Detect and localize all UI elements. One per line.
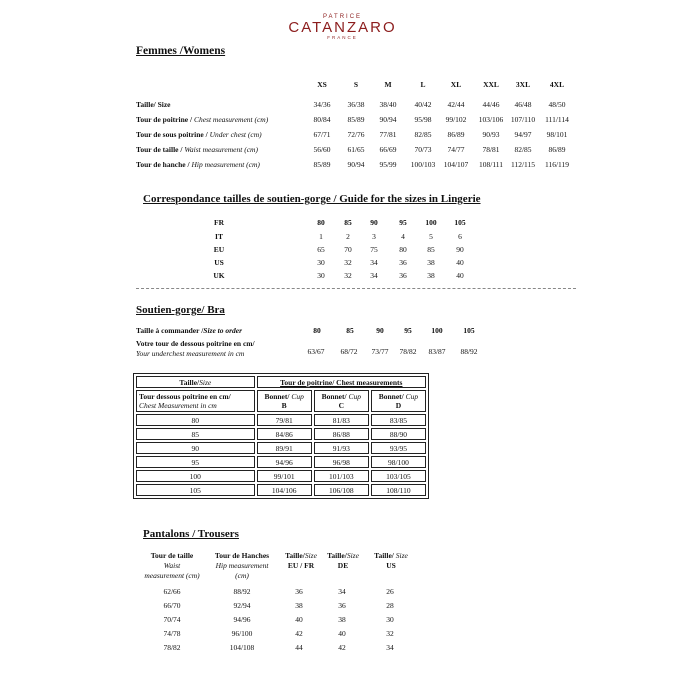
women-row-label: Tour de poitrine / Chest measurement (cm) (136, 115, 269, 124)
cup-b-header: Bonnet/ Cup B (257, 390, 312, 412)
bra-under-value: 83/87 (428, 347, 446, 356)
lingerie-cell: 34 (370, 258, 378, 267)
women-title: Femmes /Womens (136, 45, 226, 57)
cup-row (136, 456, 426, 468)
lingerie-cell: 105 (454, 218, 466, 227)
lingerie-cell: 30 (317, 258, 325, 267)
trousers-cell: 78/82 (163, 643, 181, 652)
trousers-cell: 36 (338, 601, 346, 610)
women-cell: 86/89 (548, 145, 566, 154)
women-cell: 67/71 (313, 130, 331, 139)
lingerie-cell: 80 (399, 245, 407, 254)
cup-size-cell: 105 (136, 484, 255, 496)
women-row-label: Tour de taille / Waist measurement (cm) (136, 145, 258, 154)
women-cell: 107/110 (510, 115, 536, 124)
lingerie-cell: 36 (399, 258, 407, 267)
lingerie-cell: 100 (425, 218, 437, 227)
lingerie-cell: 3 (372, 232, 376, 241)
trousers-cell: 28 (386, 601, 394, 610)
cup-value-cell: 104/106 (257, 484, 312, 496)
trousers-cell: 40 (295, 615, 303, 624)
lingerie-cell: 75 (370, 245, 378, 254)
cup-table (133, 373, 429, 499)
cup-value-cell: 103/105 (371, 470, 426, 482)
lingerie-cell: 2 (346, 232, 350, 241)
cup-under-header: Tour dessous poitrine en cm/ Chest Measurement in cm (136, 390, 255, 412)
bra-order-value: 90 (376, 326, 384, 335)
size-header: 3XL (515, 80, 531, 89)
trousers-waist-header: Tour de taille Waist measurement (cm) (144, 551, 200, 580)
women-cell: 40/42 (414, 100, 432, 109)
women-cell: 90/94 (379, 115, 397, 124)
brand-bottom: FRANCE (327, 35, 358, 40)
women-cell: 66/69 (379, 145, 397, 154)
women-cell: 36/38 (347, 100, 365, 109)
cup-size-cell: 100 (136, 470, 255, 482)
trousers-us-header: Taille/ Size US (374, 551, 408, 570)
trousers-cell: 26 (386, 587, 394, 596)
trousers-cell: 70/74 (163, 615, 181, 624)
cup-size-cell: 85 (136, 428, 255, 440)
women-cell: 111/114 (545, 115, 569, 124)
women-cell: 72/76 (347, 130, 365, 139)
size-header: M (384, 80, 392, 89)
bra-under-value: 88/92 (460, 347, 478, 356)
size-header: XL (450, 80, 462, 89)
trousers-cell: 44 (295, 643, 303, 652)
size-header: S (353, 80, 359, 89)
women-row-label: Taille/ Size (136, 100, 171, 109)
lingerie-cell: 5 (429, 232, 433, 241)
lingerie-cell: 32 (344, 271, 352, 280)
cup-value-cell: 89/91 (257, 442, 312, 454)
divider (136, 288, 576, 289)
cup-value-cell: 108/110 (371, 484, 426, 496)
trousers-cell: 34 (338, 587, 346, 596)
trousers-cell: 30 (386, 615, 394, 624)
trousers-cell: 32 (386, 629, 394, 638)
cup-chest-header: Tour de poitrine/ Chest measurements (257, 376, 426, 388)
women-cell: 90/93 (482, 130, 500, 139)
women-cell: 34/36 (313, 100, 331, 109)
women-cell: 82/85 (414, 130, 432, 139)
lingerie-cell: 65 (317, 245, 325, 254)
women-cell: 48/50 (548, 100, 566, 109)
women-cell: 42/44 (447, 100, 465, 109)
women-cell: 99/102 (445, 115, 467, 124)
cup-value-cell: 94/96 (257, 456, 312, 468)
size-header: XS (317, 80, 327, 89)
women-cell: 80/84 (313, 115, 331, 124)
women-cell: 44/46 (482, 100, 500, 109)
women-row-label: Tour de sous poitrine / Under chest (cm) (136, 130, 262, 139)
lingerie-cell: 70 (344, 245, 352, 254)
bra-under-value: 78/82 (399, 347, 417, 356)
brand-name: CATANZARO (288, 19, 397, 36)
women-cell: 85/89 (313, 160, 331, 169)
women-cell: 77/81 (379, 130, 397, 139)
lingerie-cell: 95 (399, 218, 407, 227)
cup-value-cell: 96/98 (314, 456, 369, 468)
cup-row (136, 470, 426, 482)
lingerie-cell: 90 (370, 218, 378, 227)
women-cell: 95/98 (414, 115, 432, 124)
women-cell: 74/77 (447, 145, 465, 154)
cup-value-cell: 99/101 (257, 470, 312, 482)
women-cell: 38/40 (379, 100, 397, 109)
bra-title: Soutien-gorge/ Bra (136, 304, 225, 316)
trousers-cell: 92/94 (233, 601, 251, 610)
cup-row (136, 484, 426, 496)
trousers-de-header: Taille/Size DE (327, 551, 359, 570)
cup-size-cell: 95 (136, 456, 255, 468)
cup-value-cell: 84/86 (257, 428, 312, 440)
lingerie-cell: 34 (370, 271, 378, 280)
lingerie-cell: 90 (456, 245, 464, 254)
trousers-cell: 38 (295, 601, 303, 610)
lingerie-cell: 40 (456, 258, 464, 267)
trousers-cell: 34 (386, 643, 394, 652)
bra-order-label: Taille à commander /Size to order (136, 326, 243, 335)
cup-value-cell: 101/103 (314, 470, 369, 482)
women-cell: 90/94 (347, 160, 365, 169)
women-row-label: Tour de hanche / Hip measurement (cm) (136, 160, 260, 169)
trousers-cell: 62/66 (163, 587, 181, 596)
women-cell: 61/65 (347, 145, 365, 154)
trousers-cell: 74/78 (163, 629, 181, 638)
lingerie-cell: 80 (317, 218, 325, 227)
women-cell: 112/115 (510, 160, 536, 169)
trousers-cell: 36 (295, 587, 303, 596)
lingerie-row-label: FR (214, 218, 224, 227)
size-header: 4XL (549, 80, 565, 89)
bra-under-value: 68/72 (340, 347, 358, 356)
cup-size-cell: 90 (136, 442, 255, 454)
lingerie-cell: 40 (456, 271, 464, 280)
trousers-cell: 104/108 (229, 643, 255, 652)
cup-value-cell: 88/90 (371, 428, 426, 440)
bra-under-label-en: Your underchest measurement in cm (136, 349, 245, 358)
cup-value-cell: 83/85 (371, 414, 426, 426)
women-cell: 95/99 (379, 160, 397, 169)
cup-value-cell: 91/93 (314, 442, 369, 454)
women-cell: 94/97 (514, 130, 532, 139)
cup-value-cell: 106/108 (314, 484, 369, 496)
lingerie-cell: 36 (399, 271, 407, 280)
trousers-cell: 42 (295, 629, 303, 638)
trousers-eu-header: Taille/Size EU / FR (285, 551, 317, 570)
cup-c-header: Bonnet/ Cup C (314, 390, 369, 412)
women-cell: 82/85 (514, 145, 532, 154)
women-cell: 116/119 (544, 160, 570, 169)
size-header: L (420, 80, 426, 89)
lingerie-cell: 6 (458, 232, 462, 241)
trousers-cell: 66/70 (163, 601, 181, 610)
size-header: XXL (483, 80, 499, 89)
cup-value-cell: 79/81 (257, 414, 312, 426)
trousers-title: Pantalons / Trousers (143, 528, 239, 540)
cup-row (136, 442, 426, 454)
brand-logo (0, 14, 685, 40)
cup-size-cell: 80 (136, 414, 255, 426)
trousers-cell: 96/100 (231, 629, 253, 638)
cup-value-cell: 81/83 (314, 414, 369, 426)
cup-value-cell: 86/88 (314, 428, 369, 440)
lingerie-cell: 38 (427, 258, 435, 267)
women-cell: 56/60 (313, 145, 331, 154)
lingerie-row-label: UK (213, 271, 225, 280)
bra-under-value: 63/67 (307, 347, 325, 356)
cup-row (136, 414, 426, 426)
lingerie-cell: 30 (317, 271, 325, 280)
lingerie-cell: 85 (344, 218, 352, 227)
women-cell: 98/101 (546, 130, 568, 139)
brand-top: PATRICE (322, 14, 363, 20)
trousers-cell: 38 (338, 615, 346, 624)
lingerie-row-label: EU (213, 245, 225, 254)
lingerie-cell: 32 (344, 258, 352, 267)
women-cell: 46/48 (514, 100, 532, 109)
bra-order-value: 95 (404, 326, 412, 335)
lingerie-cell: 85 (427, 245, 435, 254)
bra-under-label: Votre tour de dessous poitrine en cm/ (136, 339, 255, 348)
bra-order-value: 105 (463, 326, 475, 335)
women-cell: 103/106 (478, 115, 504, 124)
cup-row (136, 428, 426, 440)
lingerie-row-label: US (214, 258, 224, 267)
trousers-cell: 94/96 (233, 615, 251, 624)
women-cell: 100/103 (410, 160, 436, 169)
bra-order-value: 100 (431, 326, 443, 335)
cup-size-header: Taille/Size (136, 376, 255, 388)
trousers-cell: 40 (338, 629, 346, 638)
bra-order-value: 85 (346, 326, 354, 335)
lingerie-row-label: IT (215, 232, 223, 241)
trousers-hip-header: Tour de Hanches Hip measurement (cm) (214, 551, 270, 580)
women-cell: 78/81 (482, 145, 500, 154)
bra-under-value: 73/77 (371, 347, 389, 356)
cup-value-cell: 93/95 (371, 442, 426, 454)
women-cell: 86/89 (447, 130, 465, 139)
trousers-cell: 42 (338, 643, 346, 652)
cup-value-cell: 98/100 (371, 456, 426, 468)
bra-order-value: 80 (313, 326, 321, 335)
women-cell: 108/111 (478, 160, 504, 169)
women-cell: 85/89 (347, 115, 365, 124)
trousers-cell: 88/92 (233, 587, 251, 596)
lingerie-cell: 1 (319, 232, 323, 241)
lingerie-cell: 4 (401, 232, 405, 241)
lingerie-cell: 38 (427, 271, 435, 280)
cup-d-header: Bonnet/ Cup D (371, 390, 426, 412)
women-cell: 70/73 (414, 145, 432, 154)
lingerie-title: Correspondance tailles de soutien-gorge / Guide for the sizes in Lingerie (143, 193, 481, 205)
women-cell: 104/107 (443, 160, 469, 169)
